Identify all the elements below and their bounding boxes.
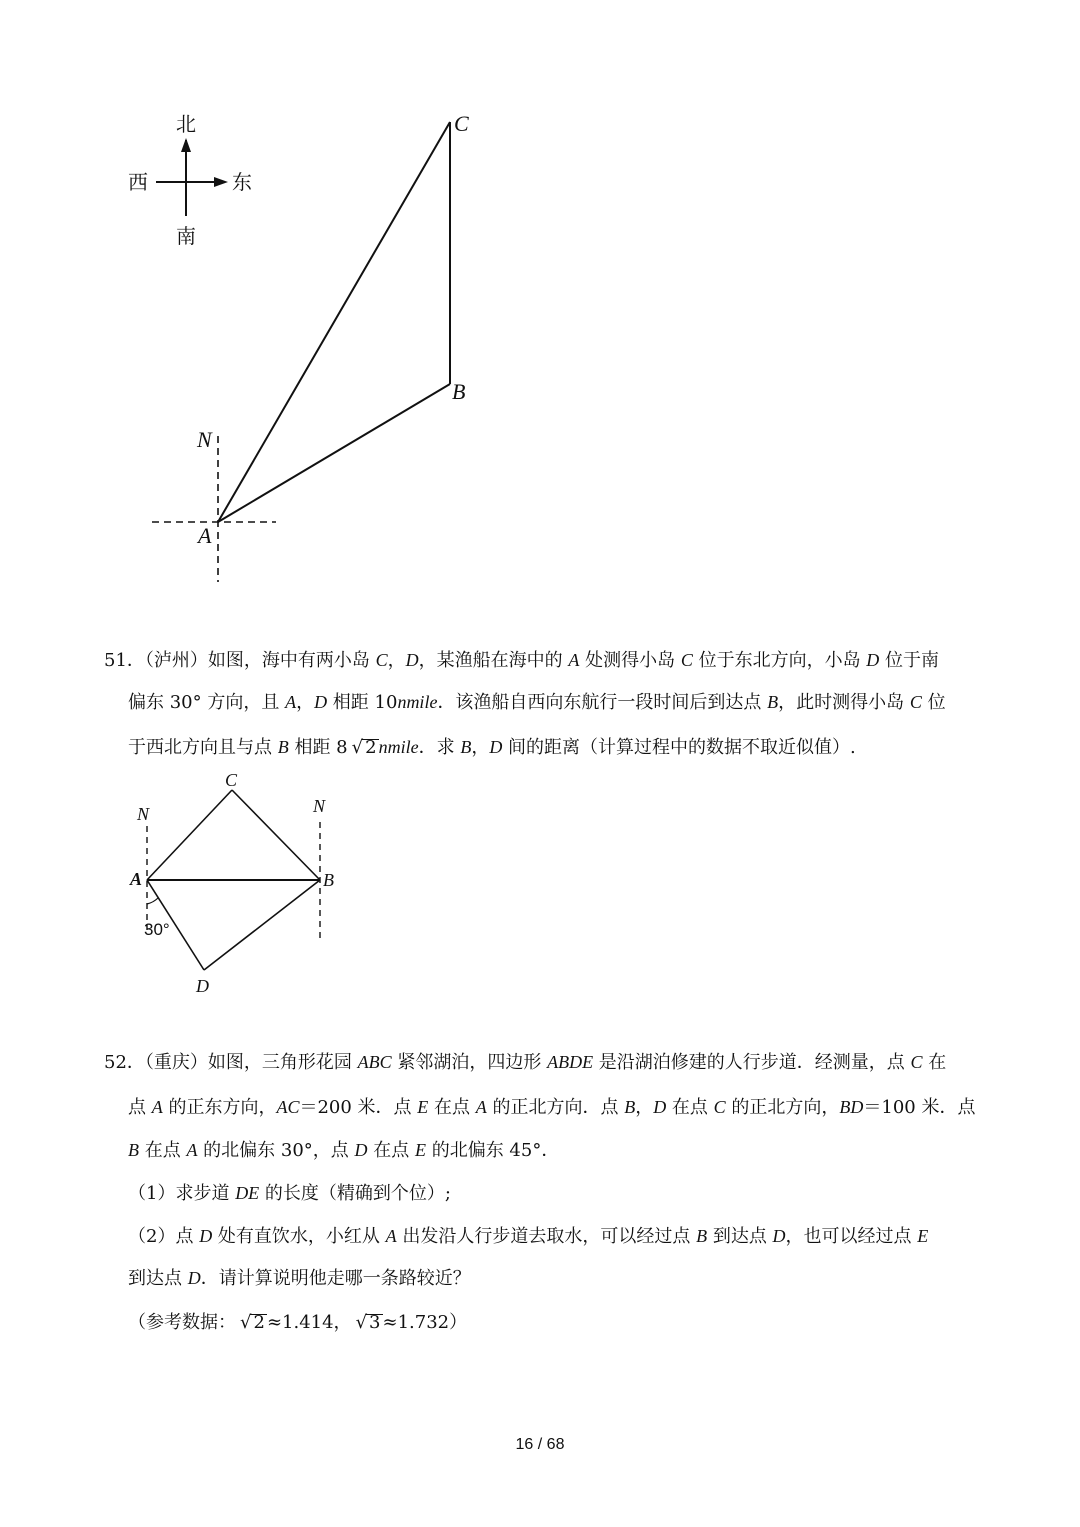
compass-east-label: 东 (232, 170, 252, 194)
segment-cb (232, 790, 320, 880)
var: A (568, 650, 580, 670)
problem-52-reference-data (128, 1313, 467, 1333)
text: ．求 (418, 737, 461, 758)
var: D (653, 1097, 667, 1117)
sqrt-radicand: √ 3 (366, 1314, 383, 1331)
var: C (713, 1097, 726, 1117)
var: ABDE (547, 1052, 594, 1072)
var: D (187, 1268, 201, 1288)
var: C (680, 650, 693, 670)
var: A (385, 1226, 397, 1246)
text: 52．（重庆）如图，三角形花园 (104, 1052, 358, 1073)
text: 到达点 (707, 1226, 773, 1247)
text: ＝200 米．点 (299, 1097, 418, 1118)
text: （1）求步道 (128, 1183, 236, 1204)
angle-label: 30° (144, 920, 170, 939)
var: B (460, 737, 472, 757)
sqrt-radicand: √ 2 (250, 1314, 267, 1331)
var: D (314, 692, 328, 712)
text: 的长度（精确到个位）; (259, 1183, 451, 1204)
var: D (866, 650, 880, 670)
text: ≈1.732） (382, 1312, 468, 1333)
var: C (375, 650, 388, 670)
text: ＝100 米．点 (863, 1097, 976, 1118)
text: 出发沿人行步道去取水，可以经过点 (396, 1226, 697, 1247)
text: 的正北方向．点 (486, 1097, 625, 1118)
text: 的北偏东 45°． (425, 1140, 560, 1161)
var: BD (839, 1097, 864, 1117)
text: 相距 8 (288, 737, 348, 758)
problem-52-line-3 (128, 1140, 559, 1161)
problem-52-question-1 (128, 1183, 451, 1204)
problem-52-line-2 (128, 1097, 975, 1118)
label-c: C (454, 111, 469, 136)
text: ．该渔船自西向东航行一段时间后到达点 (437, 692, 768, 713)
text: 51．（泸州）如图，海中有两小岛 (104, 650, 376, 671)
problem-52-line-1 (104, 1052, 946, 1073)
text: 在 (922, 1052, 947, 1073)
problem-52-question-2 (128, 1226, 928, 1247)
text: 位于东北方向，小岛 (692, 650, 867, 671)
text: 紧邻湖泊，四边形 (391, 1052, 548, 1073)
text: 间的距离（计算过程中的数据不取近似值）. (502, 737, 856, 758)
var: AC (276, 1097, 300, 1117)
angle-arc (147, 898, 158, 904)
text: 点 (128, 1097, 152, 1118)
text: ．请计算说明他走哪一条路较近？ (200, 1268, 471, 1289)
text: ， (471, 737, 490, 758)
text: ， (635, 1097, 654, 1118)
label-n-a: N (137, 804, 150, 824)
var: C (909, 692, 922, 712)
text: 相距 10 (327, 692, 398, 713)
var: ABC (357, 1052, 392, 1072)
unit: nmile (378, 737, 419, 757)
var: A (285, 692, 297, 712)
text: 在点 (367, 1140, 415, 1161)
page-number: 16 / 68 (515, 1436, 565, 1453)
text: ， (387, 650, 406, 671)
label-n: N (197, 427, 212, 452)
var: A (151, 1097, 163, 1117)
var: D (354, 1140, 368, 1160)
var: B (128, 1140, 139, 1160)
unit: nmile (397, 692, 438, 712)
text: ，也可以经过点 (785, 1226, 918, 1247)
text: 偏东 30° 方向，且 (128, 692, 286, 713)
segment-db (204, 880, 320, 970)
text: 在点 (666, 1097, 714, 1118)
text: 的正东方向， (162, 1097, 277, 1118)
text: 在点 (139, 1140, 187, 1161)
compass-north-label: 北 (176, 112, 196, 136)
label-a: A (198, 523, 212, 548)
label-b: B (323, 870, 334, 890)
text: （参考数据： (128, 1312, 236, 1333)
text: 的正北方向， (725, 1097, 840, 1118)
text: ，此时测得小岛 (778, 692, 910, 713)
var: D (489, 737, 503, 757)
label-c: C (225, 770, 238, 790)
sqrt-radicand: √ 2 (362, 739, 379, 756)
compass-west-label: 西 (128, 170, 148, 194)
compass-south-label: 南 (176, 224, 196, 248)
text: 于西北方向且与点 (128, 737, 278, 758)
text: ， (296, 692, 315, 713)
segment-ac (147, 790, 232, 880)
var: C (910, 1052, 923, 1072)
var: B (767, 692, 779, 712)
var: D (199, 1226, 213, 1246)
text: 位 (921, 692, 946, 713)
label-d: D (196, 976, 209, 996)
text: 在点 (428, 1097, 476, 1118)
text: ≈1.414， (266, 1312, 352, 1333)
label-n-b: N (313, 796, 326, 816)
var: E (417, 1097, 429, 1117)
var: A (475, 1097, 487, 1117)
var: D (405, 650, 419, 670)
text: 处有直饮水，小红从 (212, 1226, 386, 1247)
var: B (696, 1226, 708, 1246)
problem-52-question-2-cont (128, 1268, 471, 1289)
text: 的北偏东 30°，点 (197, 1140, 355, 1161)
var: D (772, 1226, 786, 1246)
text: ，某渔船在海中的 (418, 650, 569, 671)
label-b: B (452, 379, 466, 404)
text: 是沿湖泊修建的人行步道．经测量，点 (593, 1052, 911, 1073)
var: DE (235, 1183, 260, 1203)
text: （2）点 (128, 1226, 200, 1247)
var: B (624, 1097, 636, 1117)
var: B (277, 737, 289, 757)
text: 处测得小岛 (579, 650, 681, 671)
var: E (414, 1140, 426, 1160)
text: 位于南 (879, 650, 940, 671)
var: E (917, 1226, 929, 1246)
text: 到达点 (128, 1268, 188, 1289)
label-a: A (130, 869, 143, 889)
var: A (186, 1140, 198, 1160)
